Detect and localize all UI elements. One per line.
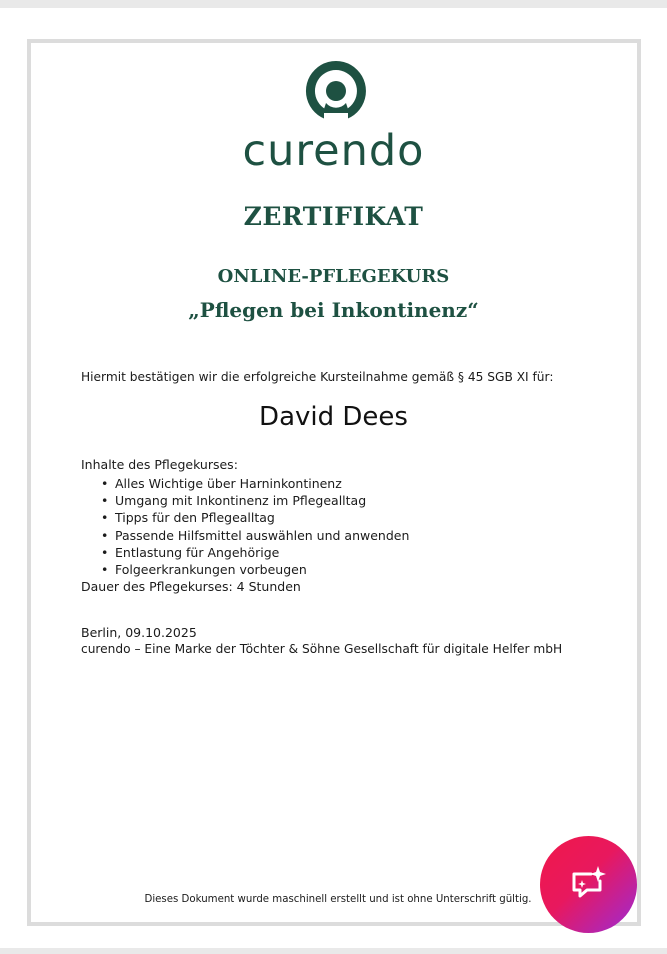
list-item: • Alles Wichtige über Harninkontinenz	[101, 476, 342, 491]
list-item: • Tipps für den Pflegealltag	[101, 510, 275, 526]
contents-list	[101, 475, 409, 578]
participant-name: David Dees	[259, 402, 408, 432]
confirmation-text: Hiermit bestätigen wir die erfolgreiche Kursteilnahme gemäß § 45 SGB XI für:	[81, 370, 554, 384]
chat-sparkle-icon	[568, 864, 609, 905]
curendo-logo-icon	[300, 55, 372, 127]
list-item: • Entlastung für Angehörige	[101, 544, 280, 560]
certificate-title: ZERTIFIKAT	[243, 202, 424, 231]
contents-heading: Inhalte des Pflegekurses:	[81, 457, 238, 472]
footer-note: Dieses Dokument wurde maschinell erstellt und ist ohne Unterschrift gültig.	[144, 894, 532, 905]
course-duration: Dauer des Pflegekurses: 4 Stunden	[81, 579, 301, 594]
place-date: Berlin, 09.10.2025	[81, 625, 197, 640]
list-item: • Folgeerkrankungen vorbeugen	[101, 561, 307, 577]
course-name: „Pflegen bei Inkontinenz“	[188, 298, 479, 322]
list-item: • Passende Hilfsmittel auswählen und anwenden	[101, 527, 410, 543]
course-type: ONLINE-PFLEGEKURS	[217, 266, 450, 287]
brand-wordmark: curendo	[242, 126, 425, 176]
ai-chat-button[interactable]	[540, 836, 637, 933]
issuer-line: curendo – Eine Marke der Töchter & Söhne Gesellschaft für digitale Helfer mbH	[81, 642, 563, 656]
list-item: • Umgang mit Inkontinenz im Pflegealltag	[101, 493, 367, 509]
